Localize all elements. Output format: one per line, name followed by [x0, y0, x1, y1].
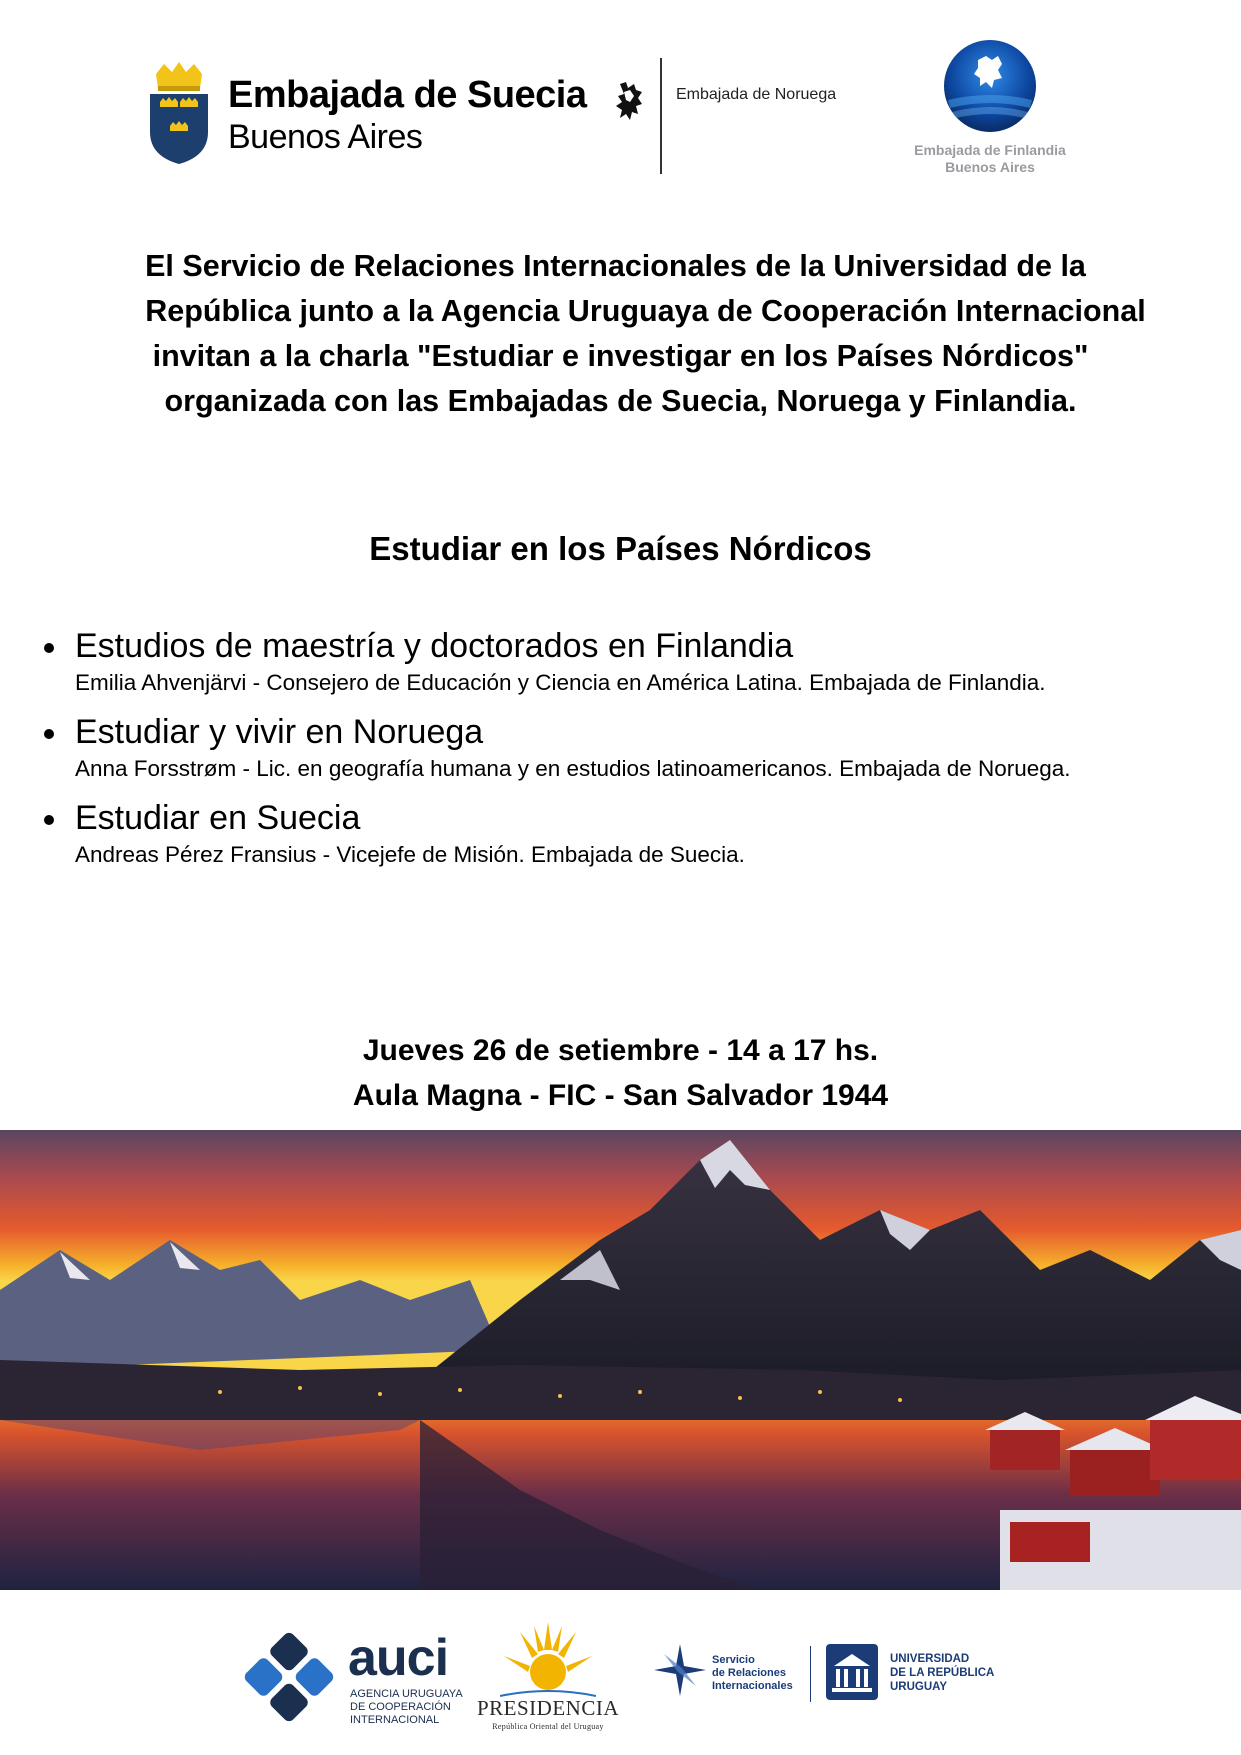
section-title: Estudiar en los Países Nórdicos: [369, 530, 872, 567]
norway-embassy-logo: [614, 58, 864, 174]
sweden-embassy-logo: [148, 60, 587, 170]
intro-line: El Servicio de Relaciones Internacionales de la Universidad de la: [145, 249, 1086, 283]
sri-label: Servicio de Relaciones Internacionales: [712, 1654, 793, 1692]
norway-divider: [660, 58, 662, 174]
finland-emblem-icon: [942, 38, 1038, 134]
intro-line: República junto a la Agencia Uruguaya de Cooperación Internacional: [145, 294, 1146, 328]
intro-line: invitan a la charla "Estudiar e investigar en los Países Nórdicos": [152, 339, 1089, 373]
nordic-landscape-photo: [0, 1130, 1241, 1590]
event-date: Jueves 26 de setiembre - 14 a 17 hs.: [362, 1034, 879, 1067]
sweden-crest-icon: [148, 60, 210, 166]
norway-lion-icon: [614, 80, 646, 122]
talk-speaker: Andreas Pérez Fransius - Vicejefe de Misión. Embajada de Suecia.: [75, 842, 745, 867]
auci-subtitle: AGENCIA URUGUAYA DE COOPERACIÓN INTERNACIONAL: [350, 1688, 463, 1726]
sweden-embassy-subtitle: Buenos Aires: [228, 118, 423, 156]
bullet-icon: [44, 643, 54, 653]
talk-title: Estudiar y vivir en Noruega: [75, 713, 484, 751]
auci-wordmark: auci: [348, 1629, 449, 1687]
talk-item-norway: [42, 712, 1222, 784]
footer-divider: [810, 1646, 811, 1702]
talk-title: Estudiar en Suecia: [75, 799, 361, 837]
intro-line: organizada con las Embajadas de Suecia, Noruega y Finlandia.: [164, 384, 1077, 418]
presidencia-subtitle: República Oriental del Uruguay: [492, 1722, 604, 1731]
talk-speaker: Anna Forsstrøm - Lic. en geografía humana y en estudios latinoamericanos. Embajada de Noruega.: [75, 756, 1071, 781]
udelar-label: UNIVERSIDAD DE LA REPÚBLICA URUGUAY: [890, 1653, 995, 1693]
talk-title: Estudios de maestría y doctorados en Finlandia: [75, 627, 794, 665]
bullet-icon: [44, 729, 54, 739]
presidencia-wordmark: PRESIDENCIA: [476, 1696, 619, 1720]
event-details: [0, 1028, 1241, 1118]
presidencia-sun-icon: [500, 1620, 596, 1700]
finland-embassy-line2: Buenos Aires: [945, 159, 1035, 175]
udelar-building-icon: [826, 1644, 878, 1700]
auci-logo-icon: [244, 1632, 334, 1722]
event-place: Aula Magna - FIC - San Salvador 1944: [352, 1079, 889, 1112]
bullet-icon: [44, 815, 54, 825]
sweden-embassy-title: Embajada de Suecia: [228, 74, 587, 116]
talk-item-finland: [42, 626, 1222, 698]
norway-embassy-label: Embajada de Noruega: [676, 86, 837, 103]
talk-item-sweden: [42, 798, 1222, 870]
footer-logos: [0, 1600, 1241, 1755]
sri-compass-icon: [654, 1644, 706, 1696]
talk-list: [42, 626, 1222, 884]
finland-embassy-line1: Embajada de Finlandia: [914, 142, 1066, 158]
intro-paragraph: [60, 244, 1181, 424]
finland-embassy-logo: [880, 38, 1100, 178]
talk-speaker: Emilia Ahvenjärvi - Consejero de Educación y Ciencia en América Latina. Embajada de Finlandia.: [75, 670, 1046, 695]
